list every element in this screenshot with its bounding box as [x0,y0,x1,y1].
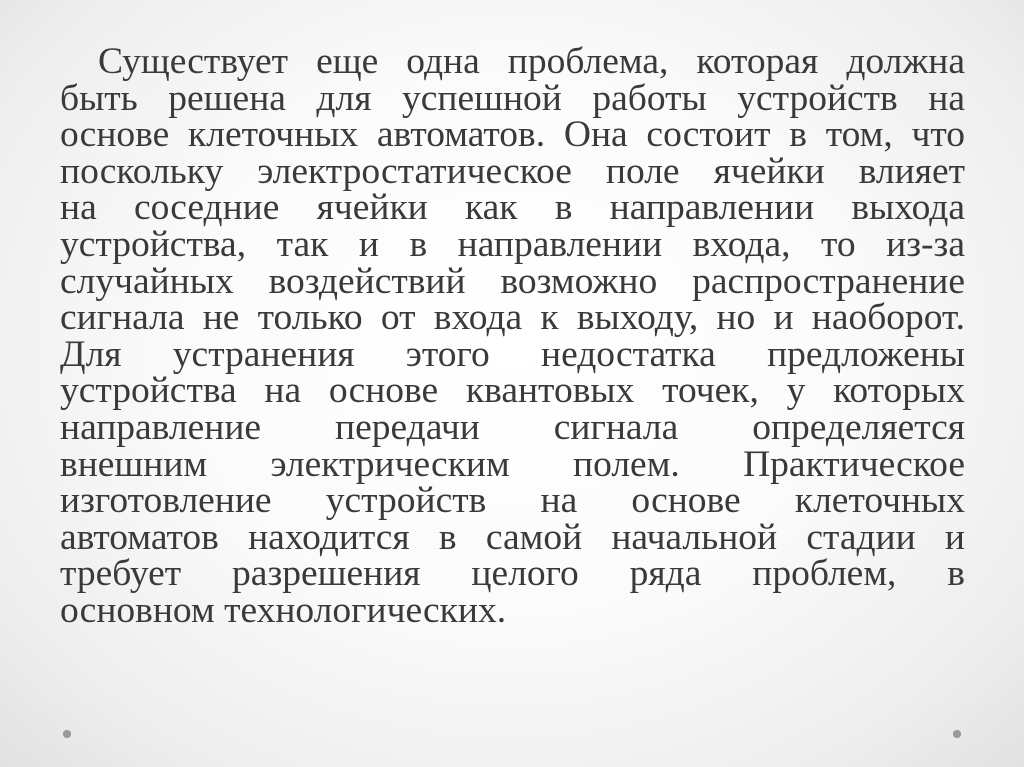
text-line: основе клеточных автоматов. Она состоит в том, что [60,114,965,156]
text-line: сигнала не только от входа к выходу, но и наоборот. [60,297,965,339]
text-line: направление передачи сигнала определяется [60,406,965,448]
text-line: автоматов находится в самой начальной стадии и [60,516,965,558]
text-line: основном технологических. [60,589,507,631]
text-line: Для устранения этого недостатка предложены [60,333,965,375]
text-line: на соседние ячейки как в направлении выхода [60,187,965,229]
text-line: поскольку электростатическое поле ячейки влияет [60,150,965,192]
text-line: внешним электрическим полем. Практическое [60,443,965,485]
text-line: устройства, так и в направлении входа, то из-за [60,223,965,265]
text-line: Существует еще одна проблема, которая должна [98,41,965,82]
decorative-dot-left-icon [63,730,71,738]
text-line: устройства на основе квантовых точек, у которых [60,370,965,412]
decorative-dot-right-icon [953,730,961,738]
slide-body-text [60,41,965,631]
text-line: требует разрешения целого ряда проблем, в [60,553,965,595]
text-line: случайных воздействий возможно распространение [60,260,965,302]
text-line: изготовление устройств на основе клеточных [60,480,965,522]
text-line: быть решена для успешной работы устройств на [60,77,965,119]
